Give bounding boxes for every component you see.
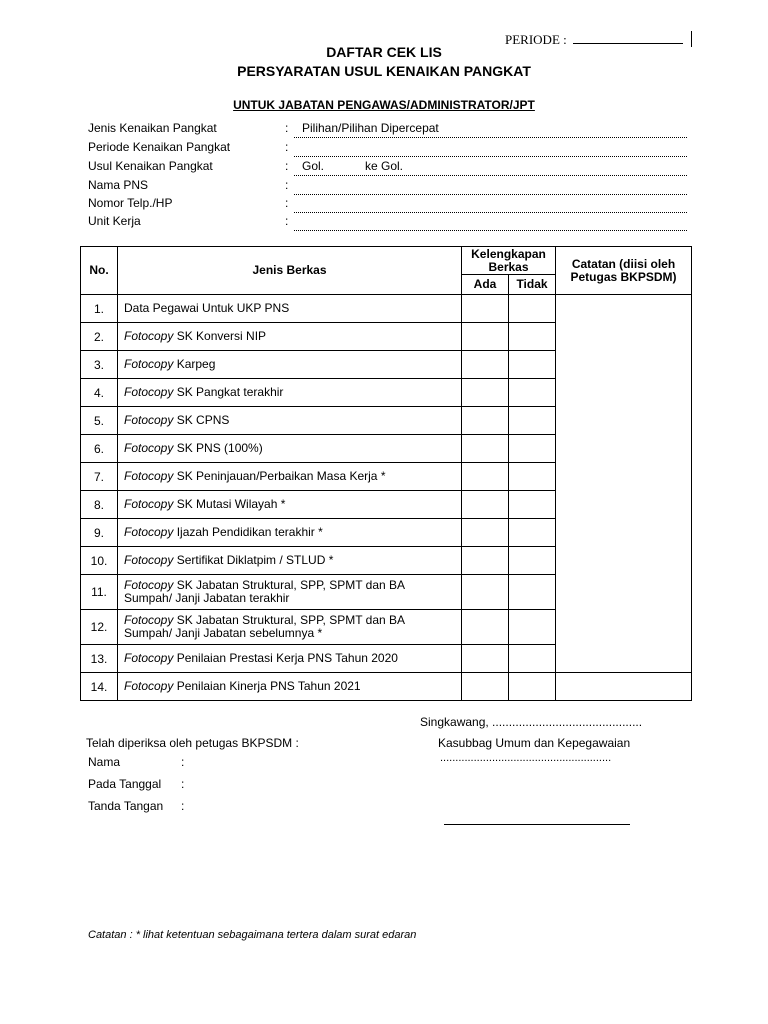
field-colon: : (285, 178, 289, 192)
row-text: Karpeg (173, 357, 216, 371)
sign-colon: : (181, 755, 185, 769)
catatan-cell[interactable] (556, 295, 692, 673)
row-document (118, 575, 462, 610)
row-number: 13. (81, 645, 118, 673)
field-colon: : (285, 121, 289, 135)
field-label: Unit Kerja (88, 214, 141, 228)
row-document (118, 610, 462, 645)
checkbox-tidak[interactable] (509, 491, 556, 519)
field-line[interactable] (294, 155, 687, 157)
field-line[interactable] (294, 211, 687, 213)
office-signature-dots: ........................................................ (440, 752, 612, 764)
row-number: 8. (81, 491, 118, 519)
header-ada: Ada (462, 275, 509, 295)
row-prefix: Fotocopy (124, 329, 174, 343)
row-document (118, 323, 462, 351)
checkbox-ada[interactable] (462, 519, 509, 547)
row-document (118, 463, 462, 491)
checkbox-tidak[interactable] (509, 645, 556, 673)
row-text: SK Jabatan Struktural, SPP, SPMT dan BA Sumpah/ Janji Jabatan terakhir (124, 578, 405, 605)
row-prefix: Fotocopy (124, 441, 174, 455)
header-tidak: Tidak (509, 275, 556, 295)
catatan-cell-last[interactable] (556, 673, 692, 701)
row-prefix: Fotocopy (124, 525, 174, 539)
field-line[interactable] (294, 193, 687, 195)
row-document (118, 645, 462, 673)
table-row (81, 295, 692, 323)
checkbox-ada[interactable] (462, 435, 509, 463)
field-label: Usul Kenaikan Pangkat (88, 159, 213, 173)
row-prefix: Fotocopy (124, 413, 174, 427)
row-number: 14. (81, 673, 118, 701)
checkbox-tidak[interactable] (509, 575, 556, 610)
row-number: 9. (81, 519, 118, 547)
row-prefix: Fotocopy (124, 469, 174, 483)
row-document (118, 295, 462, 323)
header-no: No. (81, 247, 118, 295)
header-jenis-berkas: Jenis Berkas (118, 247, 462, 295)
field-line[interactable] (294, 229, 687, 231)
header-catatan: Catatan (diisi oleh Petugas BKPSDM) (556, 247, 692, 295)
field-value-gol: Gol. (302, 159, 325, 173)
row-number: 3. (81, 351, 118, 379)
field-value-jenis: Pilihan/Pilihan Dipercepat (302, 121, 439, 135)
checkbox-ada[interactable] (462, 407, 509, 435)
row-text: SK PNS (100%) (173, 441, 263, 455)
row-document (118, 519, 462, 547)
checkbox-tidak[interactable] (509, 547, 556, 575)
checkbox-ada[interactable] (462, 351, 509, 379)
checkbox-ada[interactable] (462, 645, 509, 673)
sign-label-tanggal: Pada Tanggal (88, 777, 162, 791)
document-title: DAFTAR CEK LIS (326, 44, 442, 60)
signature-line (444, 823, 630, 825)
checkbox-tidak[interactable] (509, 323, 556, 351)
field-colon: : (285, 196, 289, 210)
row-text: SK Peninjauan/Perbaikan Masa Kerja * (173, 469, 386, 483)
field-label: Nama PNS (88, 178, 149, 192)
document-title-2: PERSYARATAN USUL KENAIKAN PANGKAT (237, 63, 531, 79)
checkbox-ada[interactable] (462, 323, 509, 351)
field-line[interactable] (294, 136, 687, 138)
checkbox-ada[interactable] (462, 491, 509, 519)
row-number: 7. (81, 463, 118, 491)
row-text: Sertifikat Diklatpim / STLUD * (173, 553, 334, 567)
row-number: 5. (81, 407, 118, 435)
checkbox-tidak[interactable] (509, 295, 556, 323)
row-prefix: Fotocopy (124, 357, 174, 371)
sign-label-tanda-tangan: Tanda Tangan (88, 799, 164, 813)
row-prefix: Fotocopy (124, 651, 174, 665)
periode-label: PERIODE : (505, 32, 567, 47)
row-text: SK Mutasi Wilayah * (173, 497, 286, 511)
row-document (118, 547, 462, 575)
row-prefix: Fotocopy (124, 679, 174, 693)
checkbox-tidak[interactable] (509, 435, 556, 463)
checklist-table (80, 246, 692, 701)
field-label: Jenis Kenaikan Pangkat (88, 121, 217, 135)
checkbox-tidak[interactable] (509, 407, 556, 435)
checkbox-tidak[interactable] (509, 351, 556, 379)
row-prefix: Fotocopy (124, 613, 174, 627)
row-number: 4. (81, 379, 118, 407)
field-value-ke-gol: ke Gol. (365, 159, 404, 173)
checkbox-tidak[interactable] (509, 463, 556, 491)
row-document (118, 673, 462, 701)
checkbox-tidak[interactable] (509, 673, 556, 701)
field-colon: : (285, 214, 289, 228)
row-number: 1. (81, 295, 118, 323)
row-text: Data Pegawai Untuk UKP PNS (124, 301, 290, 315)
row-document (118, 491, 462, 519)
row-document (118, 435, 462, 463)
office-title: Kasubbag Umum dan Kepegawaian (438, 736, 631, 750)
row-text: SK CPNS (173, 413, 230, 427)
row-document (118, 407, 462, 435)
checkbox-ada[interactable] (462, 379, 509, 407)
row-prefix: Fotocopy (124, 578, 174, 592)
row-number: 6. (81, 435, 118, 463)
row-number: 2. (81, 323, 118, 351)
row-text: SK Jabatan Struktural, SPP, SPMT dan BA Sumpah/ Janji Jabatan sebelumnya * (124, 613, 405, 640)
document-subtitle: UNTUK JABATAN PENGAWAS/ADMINISTRATOR/JPT (233, 98, 535, 112)
row-text: SK Pangkat terakhir (173, 385, 284, 399)
checkbox-ada[interactable] (462, 547, 509, 575)
table-header-row (81, 247, 692, 275)
row-document (118, 351, 462, 379)
row-number: 12. (81, 610, 118, 645)
checkbox-tidak[interactable] (509, 519, 556, 547)
field-line[interactable] (294, 174, 687, 176)
periode-input-line[interactable] (573, 33, 683, 44)
row-text: Penilaian Prestasi Kerja PNS Tahun 2020 (173, 651, 398, 665)
row-number: 10. (81, 547, 118, 575)
field-label: Periode Kenaikan Pangkat (88, 140, 231, 154)
field-label: Nomor Telp./HP (88, 196, 173, 210)
table-row (81, 673, 692, 701)
footnote: Catatan : * lihat ketentuan sebagaimana tertera dalam surat edaran (88, 929, 417, 941)
checkbox-ada[interactable] (462, 575, 509, 610)
row-prefix: Fotocopy (124, 385, 174, 399)
row-number: 11. (81, 575, 118, 610)
row-prefix: Fotocopy (124, 553, 174, 567)
sign-colon: : (181, 799, 185, 813)
checkbox-ada[interactable] (462, 295, 509, 323)
field-colon: : (285, 159, 289, 173)
row-text: SK Konversi NIP (173, 329, 267, 343)
row-text: Ijazah Pendidikan terakhir * (173, 525, 323, 539)
field-colon: : (285, 140, 289, 154)
sign-colon: : (181, 777, 185, 791)
sign-label-nama: Nama (88, 755, 121, 769)
row-prefix: Fotocopy (124, 497, 174, 511)
checkbox-tidak[interactable] (509, 610, 556, 645)
place-date: Singkawang, ............................................. (420, 715, 643, 729)
checkbox-ada[interactable] (462, 610, 509, 645)
checked-by-label: Telah diperiksa oleh petugas BKPSDM : (86, 736, 299, 750)
checkbox-ada[interactable] (462, 463, 509, 491)
row-text: Penilaian Kinerja PNS Tahun 2021 (173, 679, 361, 693)
checkbox-ada[interactable] (462, 673, 509, 701)
row-document (118, 379, 462, 407)
checkbox-tidak[interactable] (509, 379, 556, 407)
header-kelengkapan: Kelengkapan Berkas (462, 247, 556, 275)
